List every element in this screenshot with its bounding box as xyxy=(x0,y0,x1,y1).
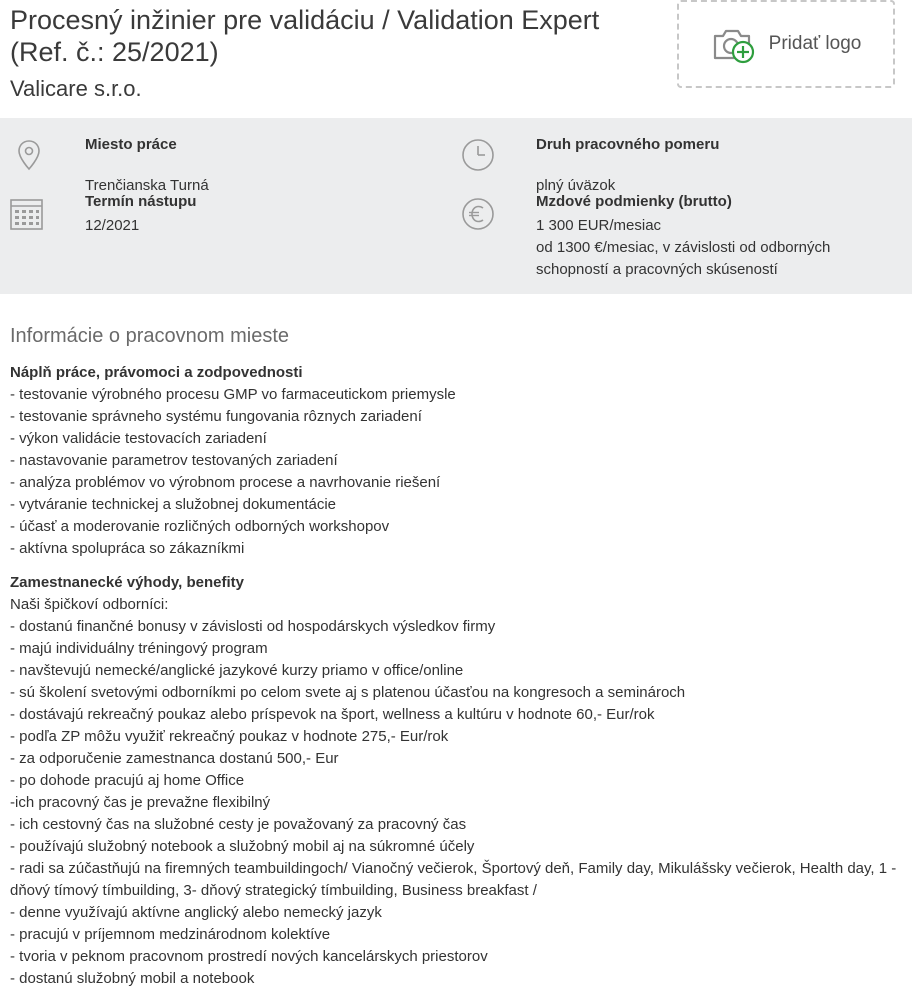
list-item: - po dohode pracujú aj home Office xyxy=(10,772,245,789)
list-item: - za odporučenie zamestnanca dostanú 500,- Eur xyxy=(10,750,339,767)
list-item: - testovanie správneho systému fungovania rôznych zariadení xyxy=(10,408,422,425)
list-item: - radi sa zúčastňujú na firemných teambuildingoch/ Vianočný večierok, Športový deň, Family day, Mikulášsky večierok, Health day, 1 -dňový tímový tímbuilding, 3- dňový strategický tímbuilding, Business breakfast / xyxy=(10,860,897,899)
duties-heading: Náplň práce, právomoci a zodpovednosti xyxy=(10,364,303,381)
section-spacer xyxy=(10,560,905,572)
list-item: - majú individuálny tréningový program xyxy=(10,640,268,657)
list-item: - testovanie výrobného procesu GMP vo farmaceutickom priemysle xyxy=(10,386,456,403)
location-label: Miesto práce xyxy=(85,136,177,153)
salary-note-line2: schopností a pracovných skúseností xyxy=(536,261,778,278)
section-heading: Informácie o pracovnom mieste xyxy=(10,325,290,347)
list-item: - aktívna spolupráca so zákazníkmi xyxy=(10,540,245,557)
list-item: - používajú služobný notebook a služobný mobil aj na súkromné účely xyxy=(10,838,475,855)
add-logo-label: Pridať logo xyxy=(768,33,862,54)
company-name: Valicare s.r.o. xyxy=(10,76,142,101)
map-pin-icon xyxy=(12,138,46,172)
start-date-value: 12/2021 xyxy=(85,217,140,234)
list-item: - nastavovanie parametrov testovaných zariadení xyxy=(10,452,338,469)
list-item: - pracujú v príjemnom medzinárodnom kolektíve xyxy=(10,926,331,943)
list-item: - dostávajú rekreačný poukaz alebo príspevok na šport, wellness a kultúru v hodnote 60,- Eur/rok xyxy=(10,706,655,723)
list-item: - tvoria v peknom pracovnom prostredí nových kancelárskych priestorov xyxy=(10,948,488,965)
job-header xyxy=(0,0,912,118)
salary-value: 1 300 EUR/mesiac xyxy=(536,217,662,234)
list-item: - ich cestovný čas na služobné cesty je považovaný za pracovný čas xyxy=(10,816,467,833)
calendar-icon xyxy=(10,197,44,231)
list-item: - vytváranie technickej a služobnej dokumentácie xyxy=(10,496,337,513)
list-item: - analýza problémov vo výrobnom procese a navrhovanie riešení xyxy=(10,474,441,491)
list-item: - podľa ZP môžu využiť rekreačný poukaz v hodnote 275,- Eur/rok xyxy=(10,728,449,745)
start-date-label: Termín nástupu xyxy=(85,193,197,210)
clock-icon xyxy=(461,138,495,172)
camera-add-icon xyxy=(711,24,755,64)
location-value: Trenčianska Turná xyxy=(85,177,209,194)
list-item: - výkon validácie testovacích zariadení xyxy=(10,430,267,447)
add-logo-button[interactable] xyxy=(677,0,895,88)
duties-list xyxy=(10,384,905,560)
list-item: - navštevujú nemecké/anglické jazykové kurzy priamo v office/online xyxy=(10,662,464,679)
list-item: - denne využívajú aktívne anglický alebo nemecký jazyk xyxy=(10,904,382,921)
benefits-heading: Zamestnanecké výhody, benefity xyxy=(10,574,244,591)
list-item: - účasť a moderovanie rozličných odborných workshopov xyxy=(10,518,390,535)
job-title: Procesný inžinier pre validáciu / Validation Expert (Ref. č.: 25/2021) xyxy=(10,5,600,67)
salary-label: Mzdové podmienky (brutto) xyxy=(536,193,732,210)
salary-note-line1: od 1300 €/mesiac, v závislosti od odborných xyxy=(536,239,831,256)
euro-icon xyxy=(461,197,495,231)
list-item: - dostanú finančné bonusy v závislosti od hospodárskych výsledkov firmy xyxy=(10,618,496,635)
list-item: -ich pracovný čas je prevažne flexibilný xyxy=(10,794,271,811)
list-item: - sú školení svetovými odborníkmi po celom svete aj s platenou účasťou na kongresoch a seminároch xyxy=(10,684,686,701)
employment-type-label: Druh pracovného pomeru xyxy=(536,136,720,153)
benefits-intro: Naši špičkoví odborníci: xyxy=(10,596,169,613)
employment-type-value: plný úväzok xyxy=(536,177,616,194)
list-item: - dostanú služobný mobil a notebook xyxy=(10,970,255,987)
job-info-panel xyxy=(0,118,912,294)
benefits-list xyxy=(10,616,905,990)
job-description xyxy=(10,362,905,990)
